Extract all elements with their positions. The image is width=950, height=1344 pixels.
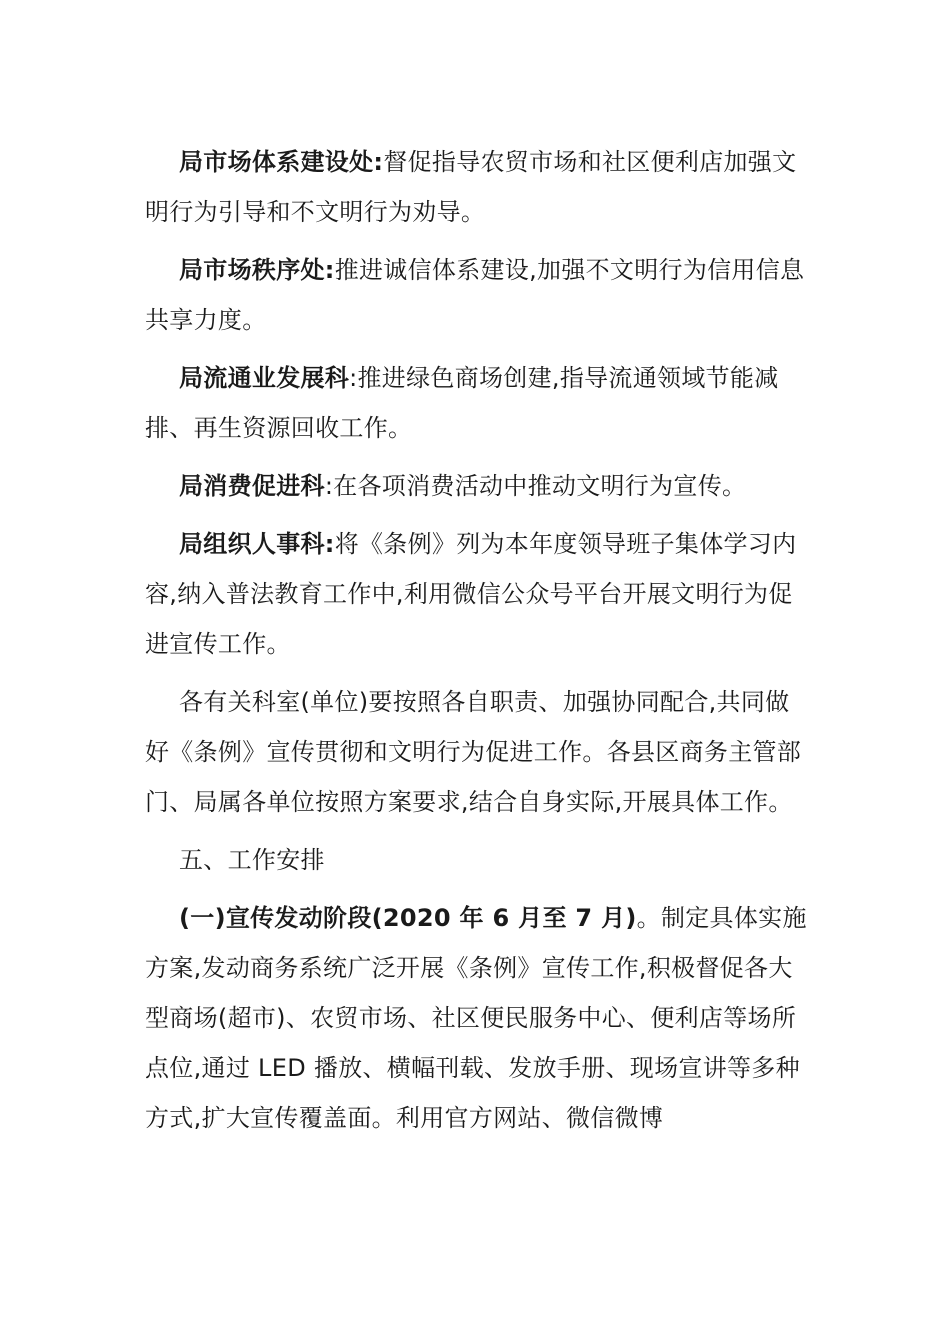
paragraph-market-order-dept <box>145 245 810 345</box>
paragraph-lead: 局组织人事科: <box>179 530 335 558</box>
paragraph-text: :推进绿色商场创建,指导流通领域节能减排、再生资源回收工作。 <box>145 364 779 442</box>
document-body <box>145 137 810 1143</box>
paragraph-text: :在各项消费活动中推动文明行为宣传。 <box>324 472 747 500</box>
section-heading-text: 五、工作安排 <box>179 846 325 874</box>
paragraph-text: 督促指导农贸市场和社区便利店加强文明行为引导和不文明行为劝导。 <box>145 148 797 226</box>
paragraph-consumption-dept <box>145 461 810 511</box>
paragraph-text: 各有关科室(单位)要按照各自职责、加强协同配合,共同做好《条例》宣传贯彻和文明行为促进工作。各县区商务主管部门、局属各单位按照方案要求,结合自身实际,开展具体工作。 <box>145 688 802 816</box>
paragraph-coordination <box>145 677 810 827</box>
paragraph-circulation-dept <box>145 353 810 453</box>
paragraph-lead: 局市场秩序处: <box>179 256 335 284</box>
paragraph-lead: 局消费促进科 <box>179 472 325 500</box>
paragraph-market-system-dept <box>145 137 810 237</box>
paragraph-text: 。制定具体实施方案,发动商务系统广泛开展《条例》宣传工作,积极督促各大型商场(超市)、农贸市场、社区便民服务中心、便利店等场所点位,通过 LED 播放、横幅刊载、发放手册、现场宣讲等多种方式,扩大宣传覆盖面。利用官方网站、微信微博 <box>145 904 807 1132</box>
paragraph-publicity-stage <box>145 893 810 1143</box>
paragraph-lead: 局流通业发展科 <box>179 364 350 392</box>
paragraph-lead: (一)宣传发动阶段(2020 年 6 月至 7 月) <box>179 904 637 932</box>
paragraph-text: 将《条例》列为本年度领导班子集体学习内容,纳入普法教育工作中,利用微信公众号平台开展文明行为促进宣传工作。 <box>145 530 797 658</box>
section-heading-work-arrangement <box>145 835 810 885</box>
paragraph-text: 推进诚信体系建设,加强不文明行为信用信息共享力度。 <box>145 256 805 334</box>
paragraph-lead: 局市场体系建设处: <box>179 148 384 176</box>
paragraph-personnel-dept <box>145 519 810 669</box>
